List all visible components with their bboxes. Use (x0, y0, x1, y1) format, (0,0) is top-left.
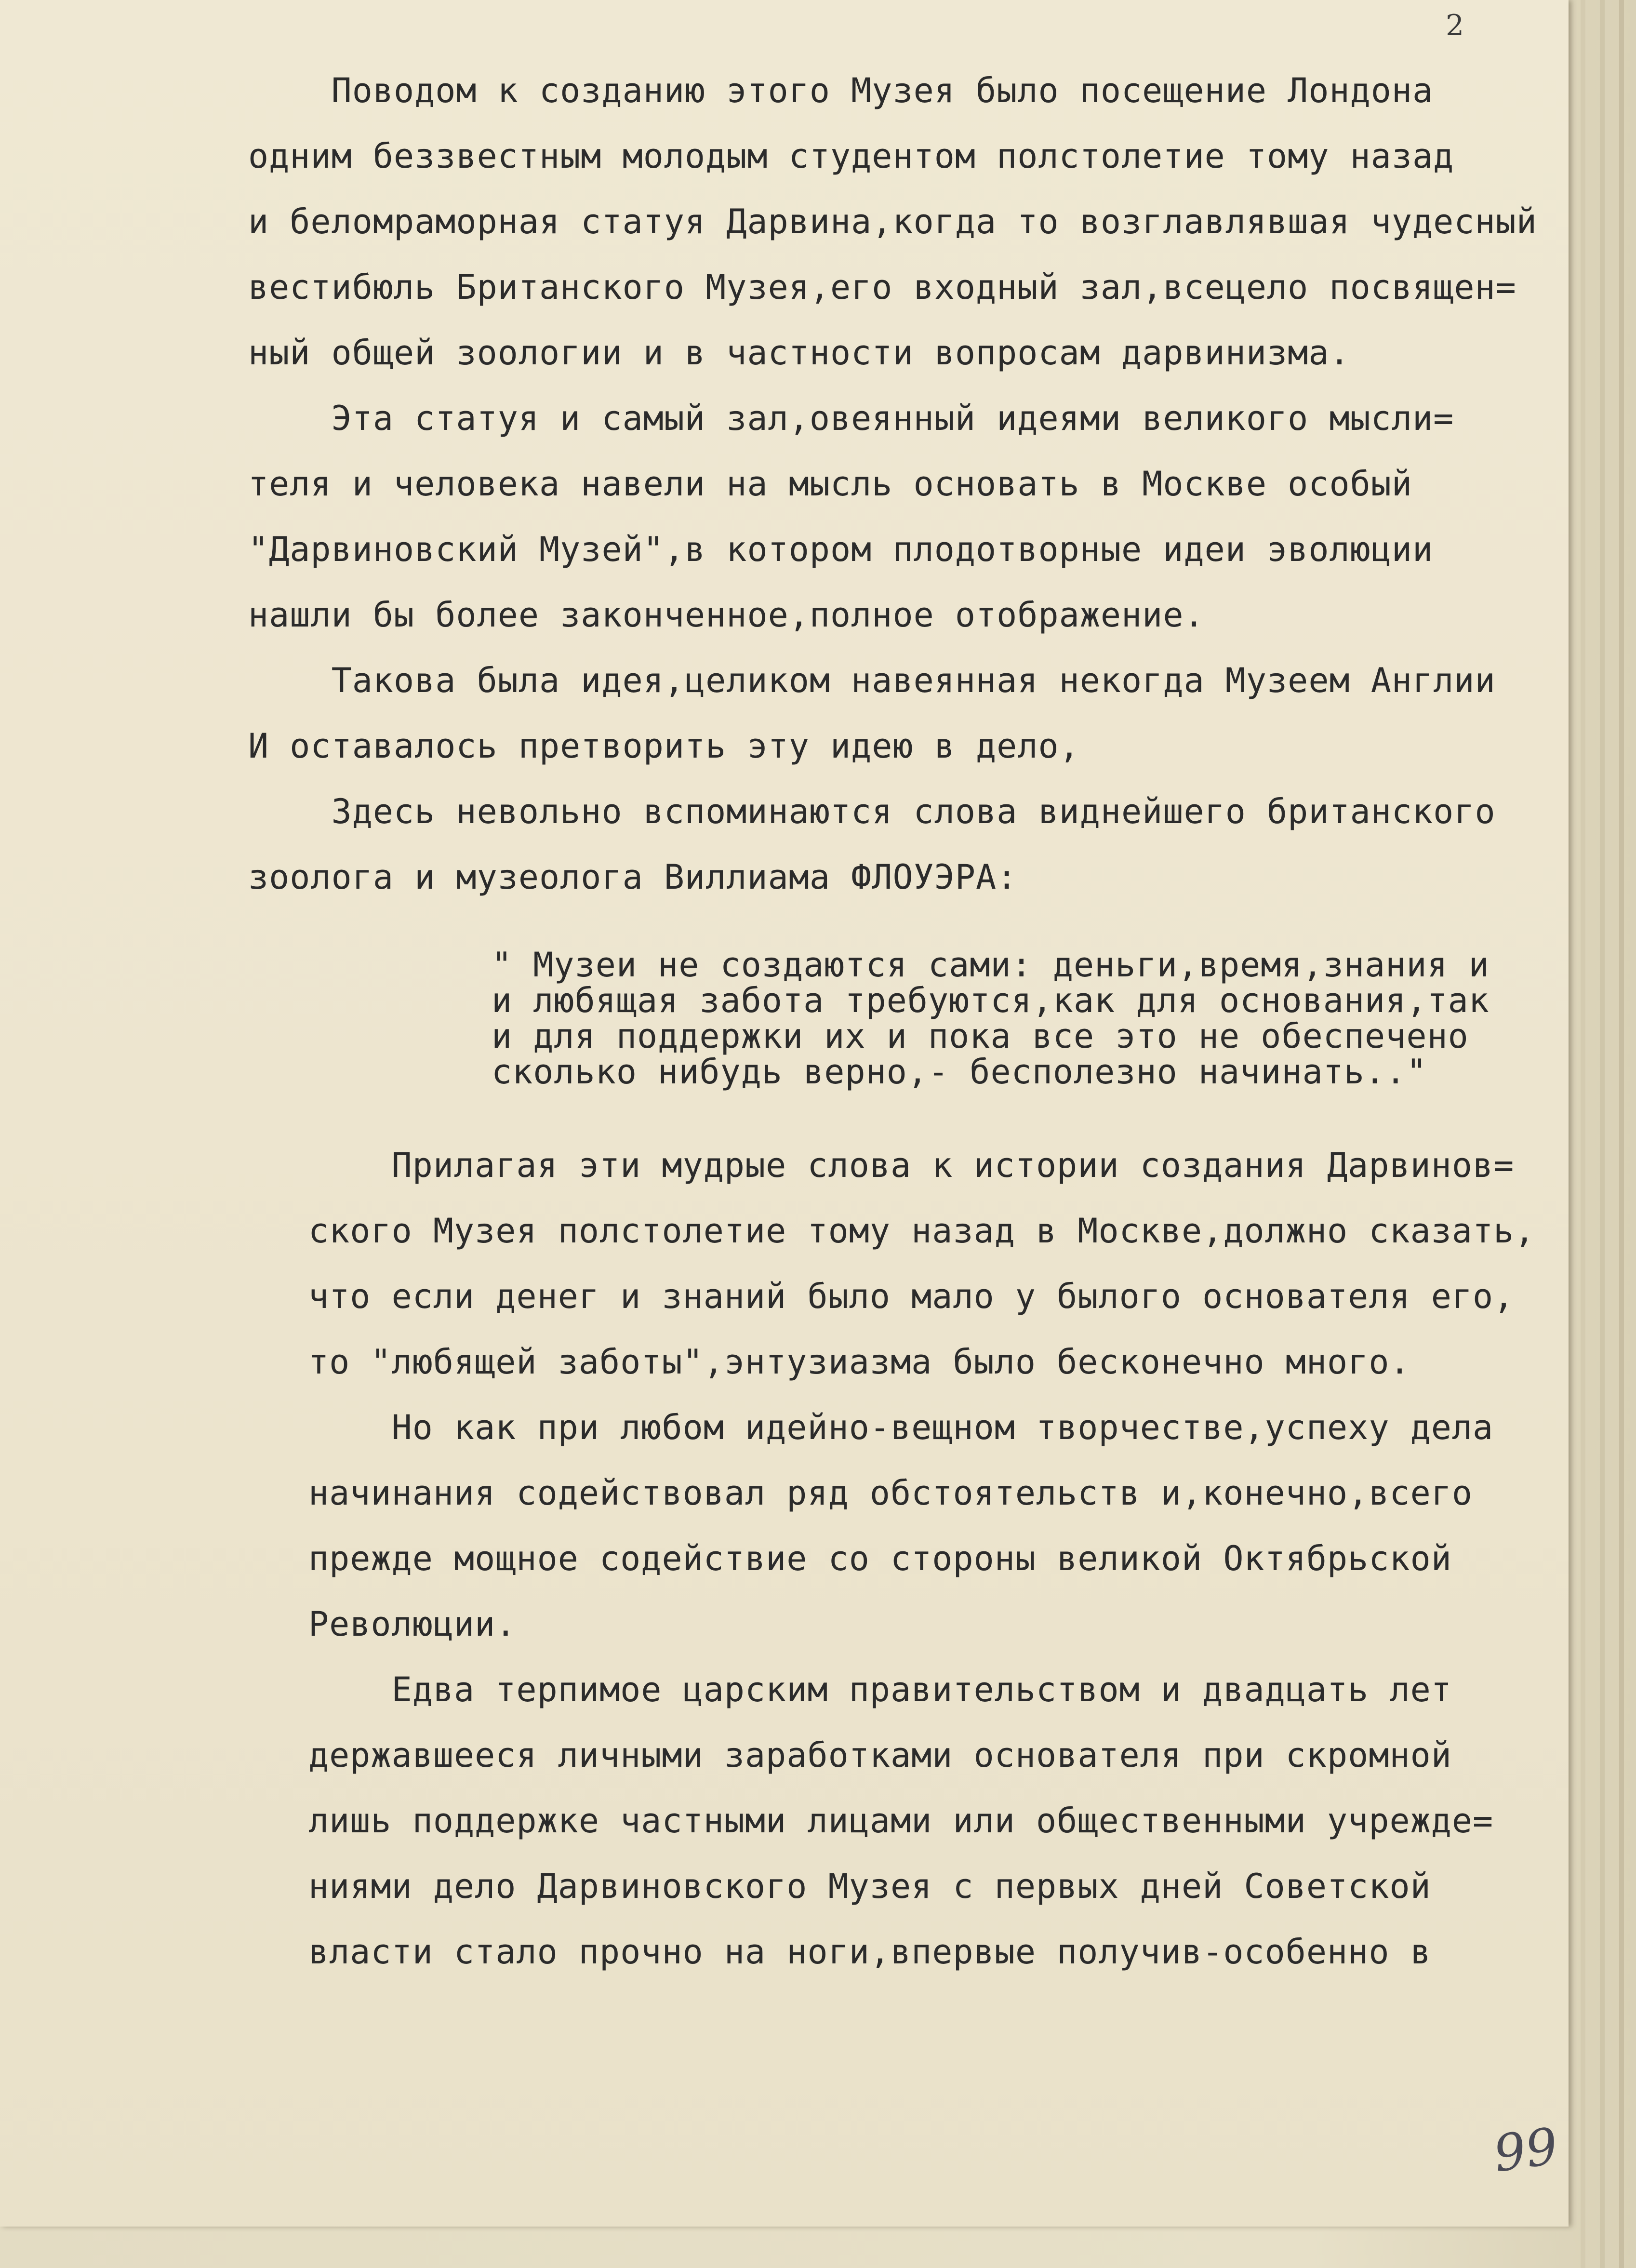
text-line: Здесь невольно вспоминаются слова виднейшего британского (248, 792, 1496, 831)
text-line: ниями дело Дарвиновского Музея с первых дней Советской (308, 1867, 1431, 1906)
text-line: ского Музея полстолетие тому назад в Москве,должно сказать, (308, 1211, 1535, 1251)
text-line: Поводом к созданию этого Музея было посещение Лондона (248, 71, 1434, 110)
text-line: и беломраморная статуя Дарвина,когда то возглавлявшая чудесный (248, 202, 1537, 241)
paragraph (308, 1395, 1636, 1657)
paragraph (248, 779, 1578, 910)
text-line: одним беззвестным молодым студентом полстолетие тому назад (248, 136, 1454, 176)
text-line: Прилагая эти мудрые слова к истории создания Дарвинов= (308, 1146, 1515, 1185)
quote-line: " Музеи не создаются сами: деньги,время,знания и (492, 945, 1490, 985)
text-line: власти стало прочно на ноги,впервые получив-особенно в (308, 1932, 1431, 1972)
page-number: 2 (1446, 9, 1464, 42)
text-line: зоолога и музеолога Виллиама ФЛОУЭРА: (248, 857, 1018, 897)
handwritten-archive-number: 99 (1490, 2116, 1562, 2184)
text-line: начинания содействовал ряд обстоятельств и,конечно,всего (308, 1473, 1473, 1513)
paragraph (308, 1657, 1636, 1985)
quote-line: сколько нибудь верно,- бесполезно начинать.." (492, 1052, 1427, 1092)
body-text-lower (308, 1133, 1636, 1985)
text-line: ный общей зоологии и в частности вопросам дарвинизма. (248, 333, 1350, 373)
body-text-upper (248, 58, 1578, 910)
paragraph (308, 1133, 1636, 1395)
quote-line: и любящая забота требуются,как для основания,так (492, 981, 1490, 1020)
text-line: прежде мощное содействие со стороны великой Октябрьской (308, 1539, 1452, 1578)
text-line: Едва терпимое царским правительством и двадцать лет (308, 1670, 1452, 1709)
paragraph (248, 386, 1578, 648)
paragraph (248, 58, 1578, 386)
text-line: Эта статуя и самый зал,овеянный идеями великого мысли= (248, 399, 1454, 438)
text-line: то "любящей заботы",энтузиазма было бесконечно много. (308, 1342, 1410, 1382)
text-line: что если денег и знаний было мало у былого основателя его, (308, 1277, 1515, 1316)
text-line: И оставалось претворить эту идею в дело, (248, 726, 1080, 766)
text-line: "Дарвиновский Музей",в котором плодотворные идеи эволюции (248, 530, 1434, 569)
text-line: Революции. (308, 1604, 517, 1644)
text-line: вестибюль Британского Музея,его входный зал,всецело посвящен= (248, 267, 1516, 307)
text-line: Но как при любом идейно-вещном творчестве,успеху дела (308, 1408, 1494, 1447)
text-line: Такова была идея,целиком навеянная некогда Музеем Англии (248, 661, 1496, 700)
text-line: нашли бы более законченное,полное отображение. (248, 595, 1205, 635)
text-line: державшееся личными заработками основателя при скромной (308, 1735, 1452, 1775)
quote-line: и для поддержки их и пока все это не обеспечено (492, 1016, 1469, 1056)
text-line: лишь поддержке частными лицами или общественными учрежде= (308, 1801, 1494, 1841)
block-quote (492, 947, 1552, 1090)
paragraph (248, 648, 1578, 779)
text-line: теля и человека навели на мысль основать в Москве особый (248, 464, 1413, 504)
